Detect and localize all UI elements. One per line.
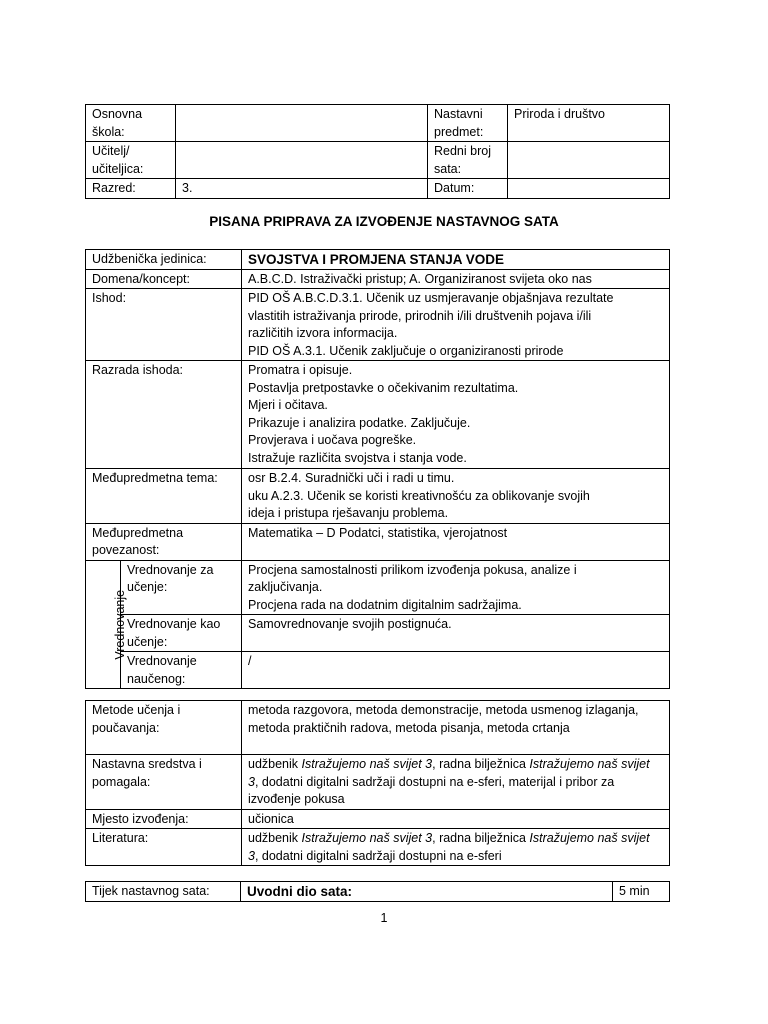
cross-topic-label: Međupredmetna tema: [86,469,242,524]
page-number: 1 [380,911,388,925]
elaboration-line: Postavlja pretpostavke o očekivanim rezultatima. [248,380,519,395]
assessment-side-label [86,560,128,689]
subject-value[interactable]: Priroda i društvo [508,105,670,142]
outcome-line: PID OŠ A.B.C.D.3.1. Učenik uz usmjeravanje objašnjava rezultate [248,291,614,305]
materials-text: , radna bilježnica [432,757,530,771]
workbook-title: Istražujemo naš svijet 3 [248,757,650,789]
grade-label: Razred: [86,179,176,199]
materials-label: Nastavna sredstva i pomagala: [86,755,242,810]
intro-label: Uvodni dio sata: [241,882,613,902]
domain-value: A.B.C.D. Istraživački pristup; A. Organiziranost svijeta oko nas [242,269,670,289]
cross-topic-line: osr B.2.4. Suradnički uči i radi u timu. [248,471,455,485]
textbook-title: Istražujemo naš svijet 3 [301,757,433,771]
place-label: Mjesto izvođenja: [86,809,242,829]
cross-topic-line: uku A.2.3. Učenik se koristi kreativnošću za oblikovanje svojih [248,488,590,503]
literature-value [242,829,670,866]
outcome-label: Ishod: [86,289,242,361]
document-title: PISANA PRIPRAVA ZA IZVOĐENJE NASTAVNOG SATA [209,214,559,229]
assess-of-label: Vrednovanje naučenog: [121,652,242,689]
methods-table [85,700,670,866]
cross-link-label: Međupredmetna povezanost: [86,523,242,560]
literature-text: , dodatni digitalni sadržaji dostupni na e-sferi [254,848,502,863]
methods-value: metoda razgovora, metoda demonstracije, metoda usmenog izlaganja, metoda praktičnih radova, metoda pisanja, metoda crtanja [242,701,670,755]
intro-time: 5 min [613,882,670,902]
materials-text: udžbenik [248,757,302,771]
outcome-line: PID OŠ A.3.1. Učenik zaključuje o organiziranosti prirode [248,343,564,358]
assess-of-value: / [242,652,670,689]
outcome-value [242,289,670,361]
assess-for-label: Vrednovanje za učenje: [121,560,242,615]
teacher-label: Učitelj/ učiteljica: [86,142,176,179]
elaboration-line: Promatra i opisuje. [248,363,353,377]
elaboration-label: Razrada ishoda: [86,361,242,469]
textbook-title: Istražujemo naš svijet 3 [301,831,433,845]
elaboration-line: Provjerava i uočava pogreške. [248,433,417,447]
elaboration-value [242,361,670,469]
lesson-flow-table [85,881,670,902]
lesson-number-value[interactable] [508,142,670,179]
assess-as-label: Vrednovanje kao učenje: [121,615,242,652]
materials-value [242,755,670,810]
assess-for-line: Procjena rada na dodatnim digitalnim sadržajima. [248,597,522,612]
header-table [85,104,670,199]
school-label: Osnovna škola: [86,105,176,142]
literature-text: udžbenik [248,831,302,845]
cross-topic-line: ideja i pristupa rješavanju problema. [248,506,449,520]
elaboration-line: Prikazuje i analizira podatke. Zaključuje. [248,415,471,430]
elaboration-line: Mjeri i očitava. [248,398,328,412]
assess-for-line: zaključivanja. [248,580,323,594]
domain-label: Domena/koncept: [86,269,242,289]
outcome-line: različitih izvora informacija. [248,326,398,340]
materials-text: , dodatni digitalni sadržaji dostupni na e-sferi, materijal i pribor za izvođenje pokusa [248,774,615,806]
lesson-plan-table [85,249,670,689]
outcome-line: vlastitih istraživanja prirode, prirodnih i/ili društvenih pojava i/ili [248,308,592,323]
assess-for-value [242,560,670,615]
lesson-number-label: Redni broj sata: [428,142,508,179]
elaboration-line: Istražuje različita svojstva i stanja vode. [248,450,467,465]
grade-value[interactable]: 3. [176,179,428,199]
teacher-value[interactable] [176,142,428,179]
methods-label: Metode učenja i poučavanja: [86,701,242,755]
literature-label: Literatura: [86,829,242,866]
assess-as-value: Samovrednovanje svojih postignuća. [242,615,670,652]
literature-text: , radna bilježnica [432,831,530,845]
date-value[interactable] [508,179,670,199]
date-label: Datum: [428,179,508,199]
workbook-title: Istražujemo naš svijet 3 [248,831,650,863]
school-value[interactable] [176,105,428,142]
assess-for-line: Procjena samostalnosti prilikom izvođenja pokusa, analize i [248,562,577,577]
flow-label: Tijek nastavnog sata: [86,882,241,902]
unit-label: Udžbenička jedinica: [86,250,242,270]
subject-label: Nastavni predmet: [428,105,508,142]
place-value: učionica [242,809,670,829]
assessment-vertical-text: Vrednovanje [113,589,128,660]
unit-value: SVOJSTVA I PROMJENA STANJA VODE [242,250,670,270]
cross-topic-value [242,469,670,524]
cross-link-value: Matematika – D Podatci, statistika, vjerojatnost [242,523,670,560]
